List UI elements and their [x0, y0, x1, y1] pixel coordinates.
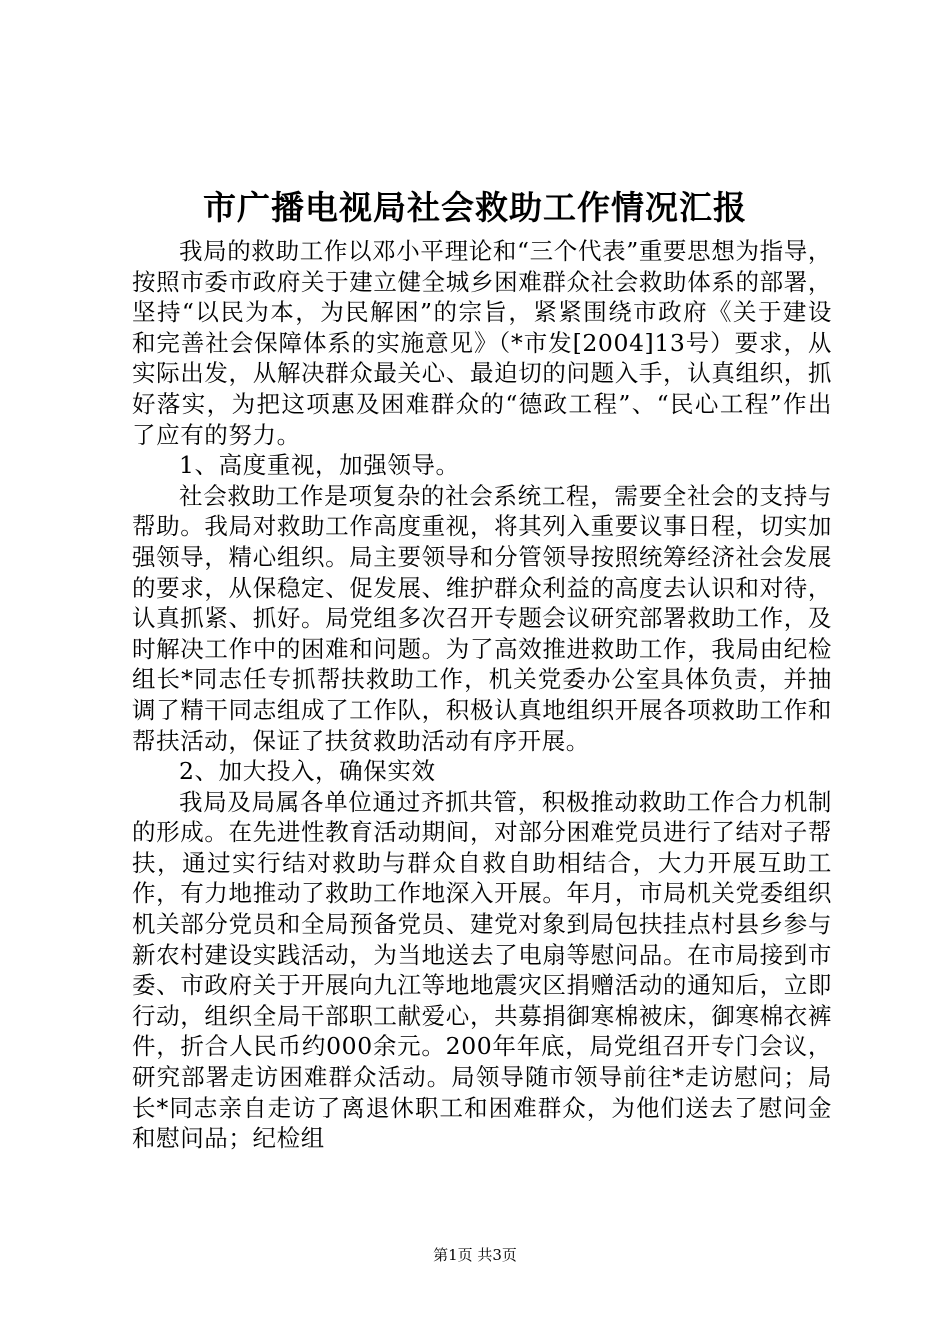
section-heading-1: 1、高度重视，加强领导。 — [179, 451, 460, 480]
section-heading-2: 2、加大投入，确保实效 — [179, 757, 436, 786]
page-number-footer: 第1页 共3页 — [433, 1246, 517, 1264]
document-body — [132, 236, 832, 1154]
paragraph-section-2: 我局及局属各单位通过齐抓共管，积极推动救助工作合力机制的形成。在先进性教育活动期间，对部分困难党员进行了结对子帮扶，通过实行结对救助与群众自救自助相结合，大力开展互助工作，有力地推动了救助工作地深入开展。年月，市局机关党委组织机关部分党员和全局预备党员、建党对象到局包扶挂点村县乡参与新农村建设实践活动，为当地送去了电扇等慰问品。在市局接到市委、市政府关于开展向九江等地地震灾区捐赠活动的通知后，立即行动，组织全局干部职工献爱心，共募捐御寒棉被床，御寒棉衣裤件，折合人民币约000余元。200年年底，局党组召开专门会议，研究部署走访困难群众活动。局领导随市领导前往*走访慰问；局长*同志亲自走访了离退休职工和困难群众，为他们送去了慰问金和慰问品；纪检组 — [132, 787, 832, 1153]
document-title: 市广播电视局社会救助工作情况汇报 — [203, 188, 747, 227]
paragraph-section-1: 社会救助工作是项复杂的社会系统工程，需要全社会的支持与帮助。我局对救助工作高度重视，将其列入重要议事日程，切实加强领导，精心组织。局主要领导和分管领导按照统筹经济社会发展的要求，从保稳定、促发展、维护群众利益的高度去认识和对待，认真抓紧、抓好。局党组多次召开专题会议研究部署救助工作，及时解决工作中的困难和问题。为了高效推进救助工作，我局由纪检组长*同志任专抓帮扶救助工作，机关党委办公室具体负责，并抽调了精干同志组成了工作队，积极认真地组织开展各项救助工作和帮扶活动，保证了扶贫救助活动有序开展。 — [132, 481, 832, 755]
paragraph-intro: 我局的救助工作以邓小平理论和“三个代表”重要思想为指导，按照市委市政府关于建立健全城乡困难群众社会救助体系的部署，坚持“以民为本，为民解困”的宗旨，紧紧围绕市政府《关于建设和完善社会保障体系的实施意见》（*市发[2004]13号）要求，从实际出发，从解决群众最关心、最迫切的问题入手，认真组织，抓好落实，为把这项惠及困难群众的“德政工程”、“民心工程”作出了应有的努力。 — [132, 237, 832, 449]
